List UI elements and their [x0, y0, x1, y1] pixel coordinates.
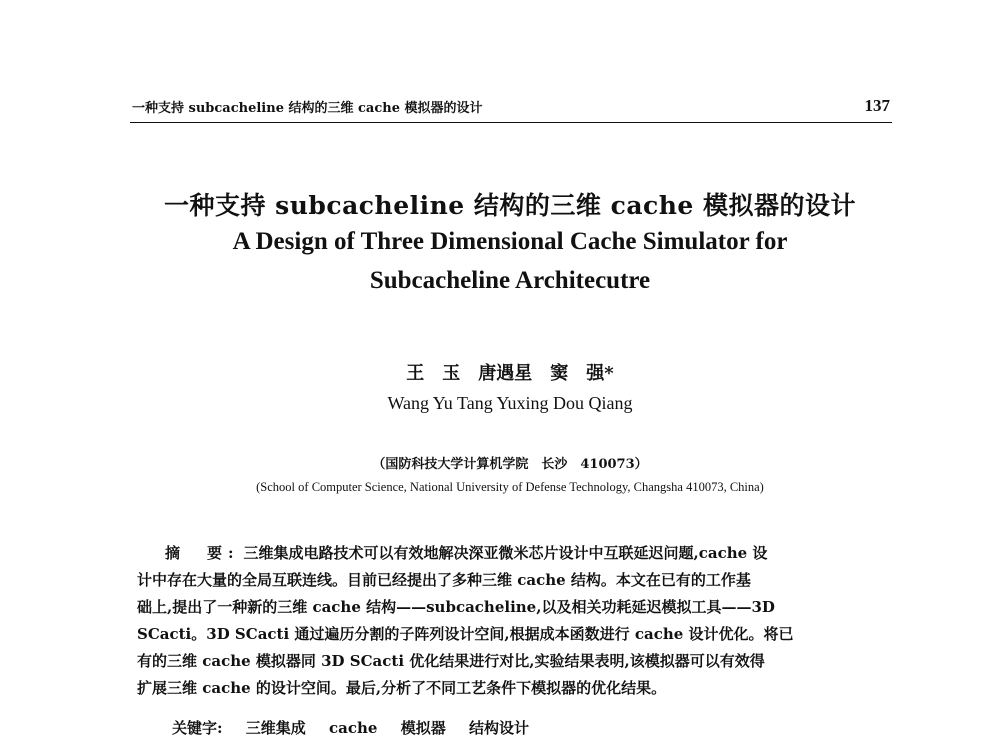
keyword: 结构设计	[468, 719, 529, 737]
abstract-line: SCacti。3D SCacti 通过遍历分割的子阵列设计空间,根据成本函数进行 cache 设计优化。将已	[137, 625, 794, 643]
abstract-label: 摘 要:	[165, 544, 240, 562]
keyword: 三维集成	[245, 719, 306, 737]
abstract-line: 摘 要: 三维集成电路技术可以有效地解决深亚微米芯片设计中互联延迟问题,cache 设	[165, 544, 768, 562]
keyword: 模拟器	[400, 719, 446, 737]
keywords	[172, 717, 872, 738]
abstract-line: 础上,提出了一种新的三维 cache 结构——subcacheline,以及相关功耗延迟模拟工具——3D	[137, 598, 775, 616]
paper-title-chinese: 一种支持 subcacheline 结构的三维 cache 模拟器的设计	[163, 191, 857, 220]
paper-title-english-line1: A Design of Three Dimensional Cache Simulator for	[232, 228, 788, 255]
header-rule	[130, 122, 892, 123]
abstract-line: 扩展三维 cache 的设计空间。最后,分析了不同工艺条件下模拟器的优化结果。	[137, 679, 667, 697]
affiliation-chinese: （国防科技大学计算机学院 长沙 410073）	[372, 457, 648, 472]
paper-title-english-line2: Subcacheline Architecutre	[369, 267, 651, 294]
abstract-line: 有的三维 cache 模拟器同 3D SCacti 优化结果进行对比,实验结果表明,该模拟器可以有效得	[137, 652, 765, 670]
authors-chinese: 王 玉 唐遇星 窦 强*	[406, 363, 614, 384]
affiliation-english: (School of Computer Science, National University of Defense Technology, Changsha 410073, China)	[256, 480, 764, 494]
abstract-line: 计中存在大量的全局互联连线。目前已经提出了多种三维 cache 结构。本文在已有的工作基	[137, 571, 751, 589]
running-head-title: 一种支持 subcacheline 结构的三维 cache 模拟器的设计	[132, 101, 483, 116]
authors-english: Wang Yu Tang Yuxing Dou Qiang	[387, 393, 633, 413]
keyword: cache	[329, 719, 378, 737]
page-number: 137	[864, 96, 890, 115]
keywords-label: 关键字:	[172, 719, 223, 737]
